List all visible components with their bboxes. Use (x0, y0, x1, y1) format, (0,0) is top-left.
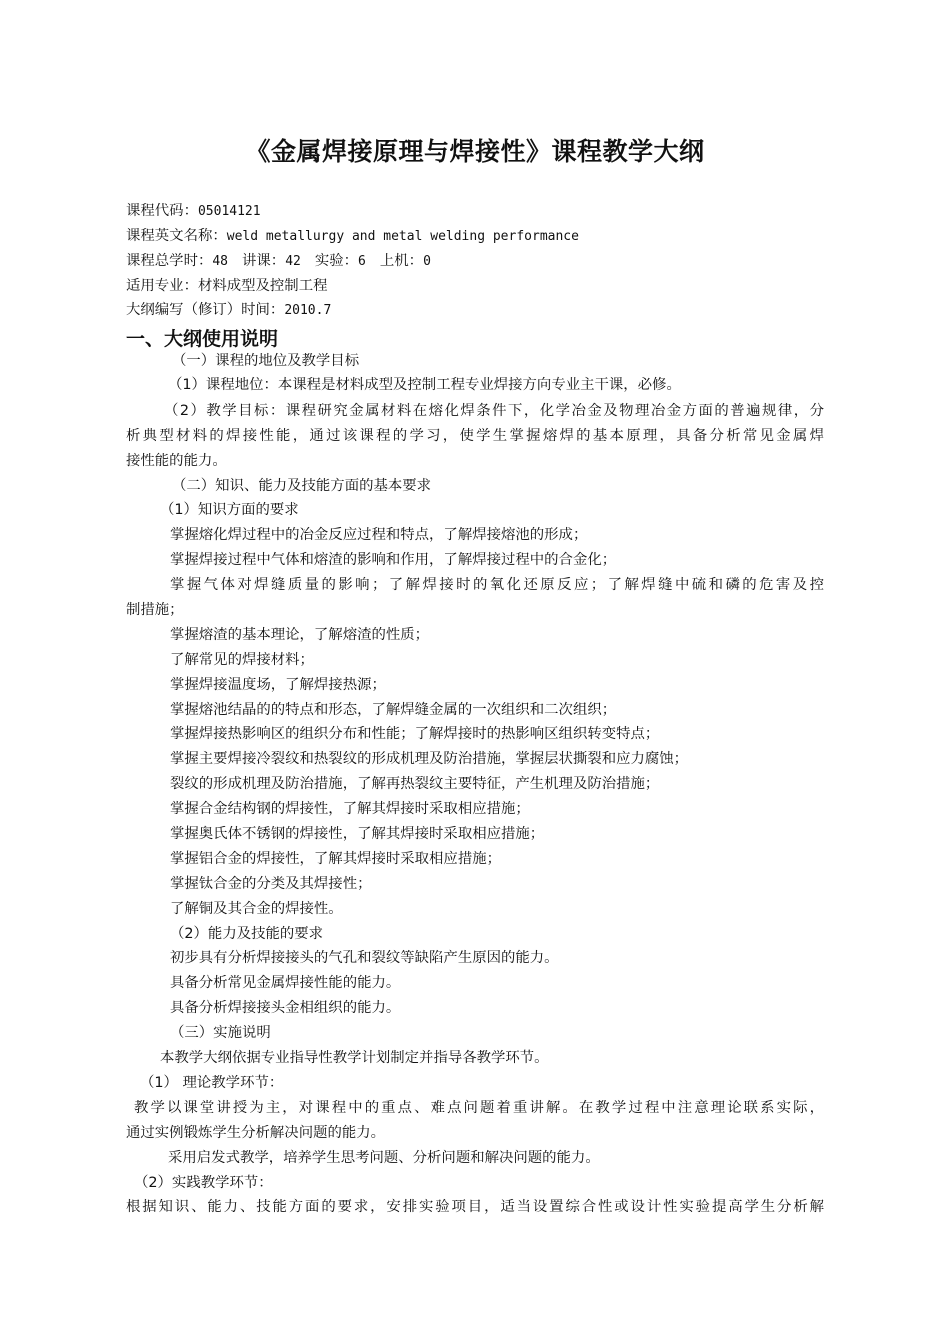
list-item: 掌握焊接热影响区的组织分布和性能；了解焊接时的热影响区组织转变特点； (170, 726, 660, 742)
subsection-heading: （三）实施说明 (170, 1025, 271, 1041)
section-heading: 一、大纲使用说明 (126, 328, 279, 350)
paragraph-course-status: （1）课程地位：本课程是材料成型及控制工程专业焊接方向专业主干课，必修。 (168, 377, 681, 393)
list-item: 掌握焊接过程中气体和熔渣的影响和作用，了解焊接过程中的合金化； (170, 552, 617, 568)
course-hours-line (126, 251, 431, 272)
paragraph-line: 根据知识、能力、技能方面的要求，安排实验项目，适当设置综合性或设计性实验提高学生分析解 (126, 1199, 824, 1215)
paragraph-line: 通过实例锻炼学生分析解决问题的能力。 (126, 1125, 386, 1141)
subsection-heading: （一）课程的地位及教学目标 (172, 353, 360, 369)
list-item: 掌握奥氏体不锈钢的焊接性，了解其焊接时采取相应措施； (170, 826, 545, 842)
list-item: 裂纹的形成机理及防治措施，了解再热裂纹主要特征，产生机理及防治措施； (170, 776, 660, 792)
list-item: 具备分析焊接接头金相组织的能力。 (170, 1000, 401, 1016)
lab-label: 实验： (314, 253, 359, 269)
course-code-value: 05014121 (197, 204, 261, 219)
total-hours-label: 课程总学时： (126, 253, 213, 269)
course-code-label: 课程代码： (126, 203, 198, 219)
list-item: 掌握焊接温度场，了解焊接热源； (170, 677, 386, 693)
compiled-date-line (126, 300, 331, 321)
lab-value: 6 (358, 254, 366, 269)
paragraph-line: 教学以课堂讲授为主，对课程中的重点、难点问题着重讲解。在教学过程中注意理论联系实际， (134, 1100, 824, 1116)
list-item: 掌握主要焊接冷裂纹和热裂纹的形成机理及防治措施，掌握层状撕裂和应力腐蚀； (170, 751, 689, 767)
computer-label: 上机： (379, 253, 424, 269)
list-heading: （1） 理论教学环节： (140, 1075, 284, 1091)
computer-value: 0 (423, 254, 431, 269)
list-item: 具备分析常见金属焊接性能的能力。 (170, 975, 401, 991)
list-item: 掌握合金结构钢的焊接性，了解其焊接时采取相应措施； (170, 801, 530, 817)
list-heading: （2）能力及技能的要求 (170, 926, 324, 942)
total-hours-value: 48 (212, 254, 229, 269)
applicable-major: 适用专业：材料成型及控制工程 (126, 278, 328, 294)
list-item: 初步具有分析焊接接头的气孔和裂纹等缺陷产生原因的能力。 (170, 950, 559, 966)
list-item: 掌握铝合金的焊接性，了解其焊接时采取相应措施； (170, 851, 501, 867)
list-item: 掌握熔池结晶的的特点和形态，了解焊缝金属的一次组织和二次组织； (170, 702, 617, 718)
list-item: 掌握熔渣的基本理论，了解熔渣的性质； (170, 627, 430, 643)
paragraph-line: 采用启发式教学，培养学生思考问题、分析问题和解决问题的能力。 (168, 1150, 600, 1166)
page-title: 《金属焊接原理与焊接性》课程教学大纲 (245, 137, 705, 166)
compiled-date-label: 大纲编写（修订）时间： (126, 302, 285, 318)
compiled-date-value: 2010.7 (284, 303, 332, 318)
list-heading: （1）知识方面的要求 (160, 502, 299, 518)
list-item: 了解铜及其合金的焊接性。 (170, 901, 343, 917)
list-item: 掌握气体对焊缝质量的影响；了解焊接时的氧化还原反应；了解焊缝中硫和磷的危害及控 (170, 577, 824, 593)
lecture-label: 讲课： (242, 253, 286, 269)
list-item: 掌握钛合金的分类及其焊接性； (170, 876, 372, 892)
lecture-value: 42 (285, 254, 301, 269)
course-english-name-label: 课程英文名称： (126, 228, 227, 244)
paragraph-line: 本教学大纲依据专业指导性教学计划制定并指导各教学环节。 (160, 1050, 549, 1066)
list-item: 掌握熔化焊过程中的冶金反应过程和特点，了解焊接熔池的形成； (170, 527, 588, 543)
paragraph-line: 接性能的能力。 (126, 453, 227, 469)
list-heading: （2）实践教学环节： (134, 1175, 273, 1191)
paragraph-line: （2）教学目标：课程研究金属材料在熔化焊条件下，化学冶金及物理冶金方面的普遍规律，分 (164, 403, 824, 419)
course-english-name-line (126, 226, 579, 247)
paragraph-line: 析典型材料的焊接性能，通过该课程的学习，使学生掌握熔焊的基本原理，具备分析常见金属焊 (126, 428, 824, 444)
list-item: 了解常见的焊接材料； (170, 652, 314, 668)
course-english-name-value: weld metallurgy and metal welding performance (226, 229, 579, 244)
course-code-line (126, 201, 261, 222)
list-item: 制措施； (126, 602, 184, 618)
subsection-heading: （二）知识、能力及技能方面的基本要求 (172, 478, 432, 494)
